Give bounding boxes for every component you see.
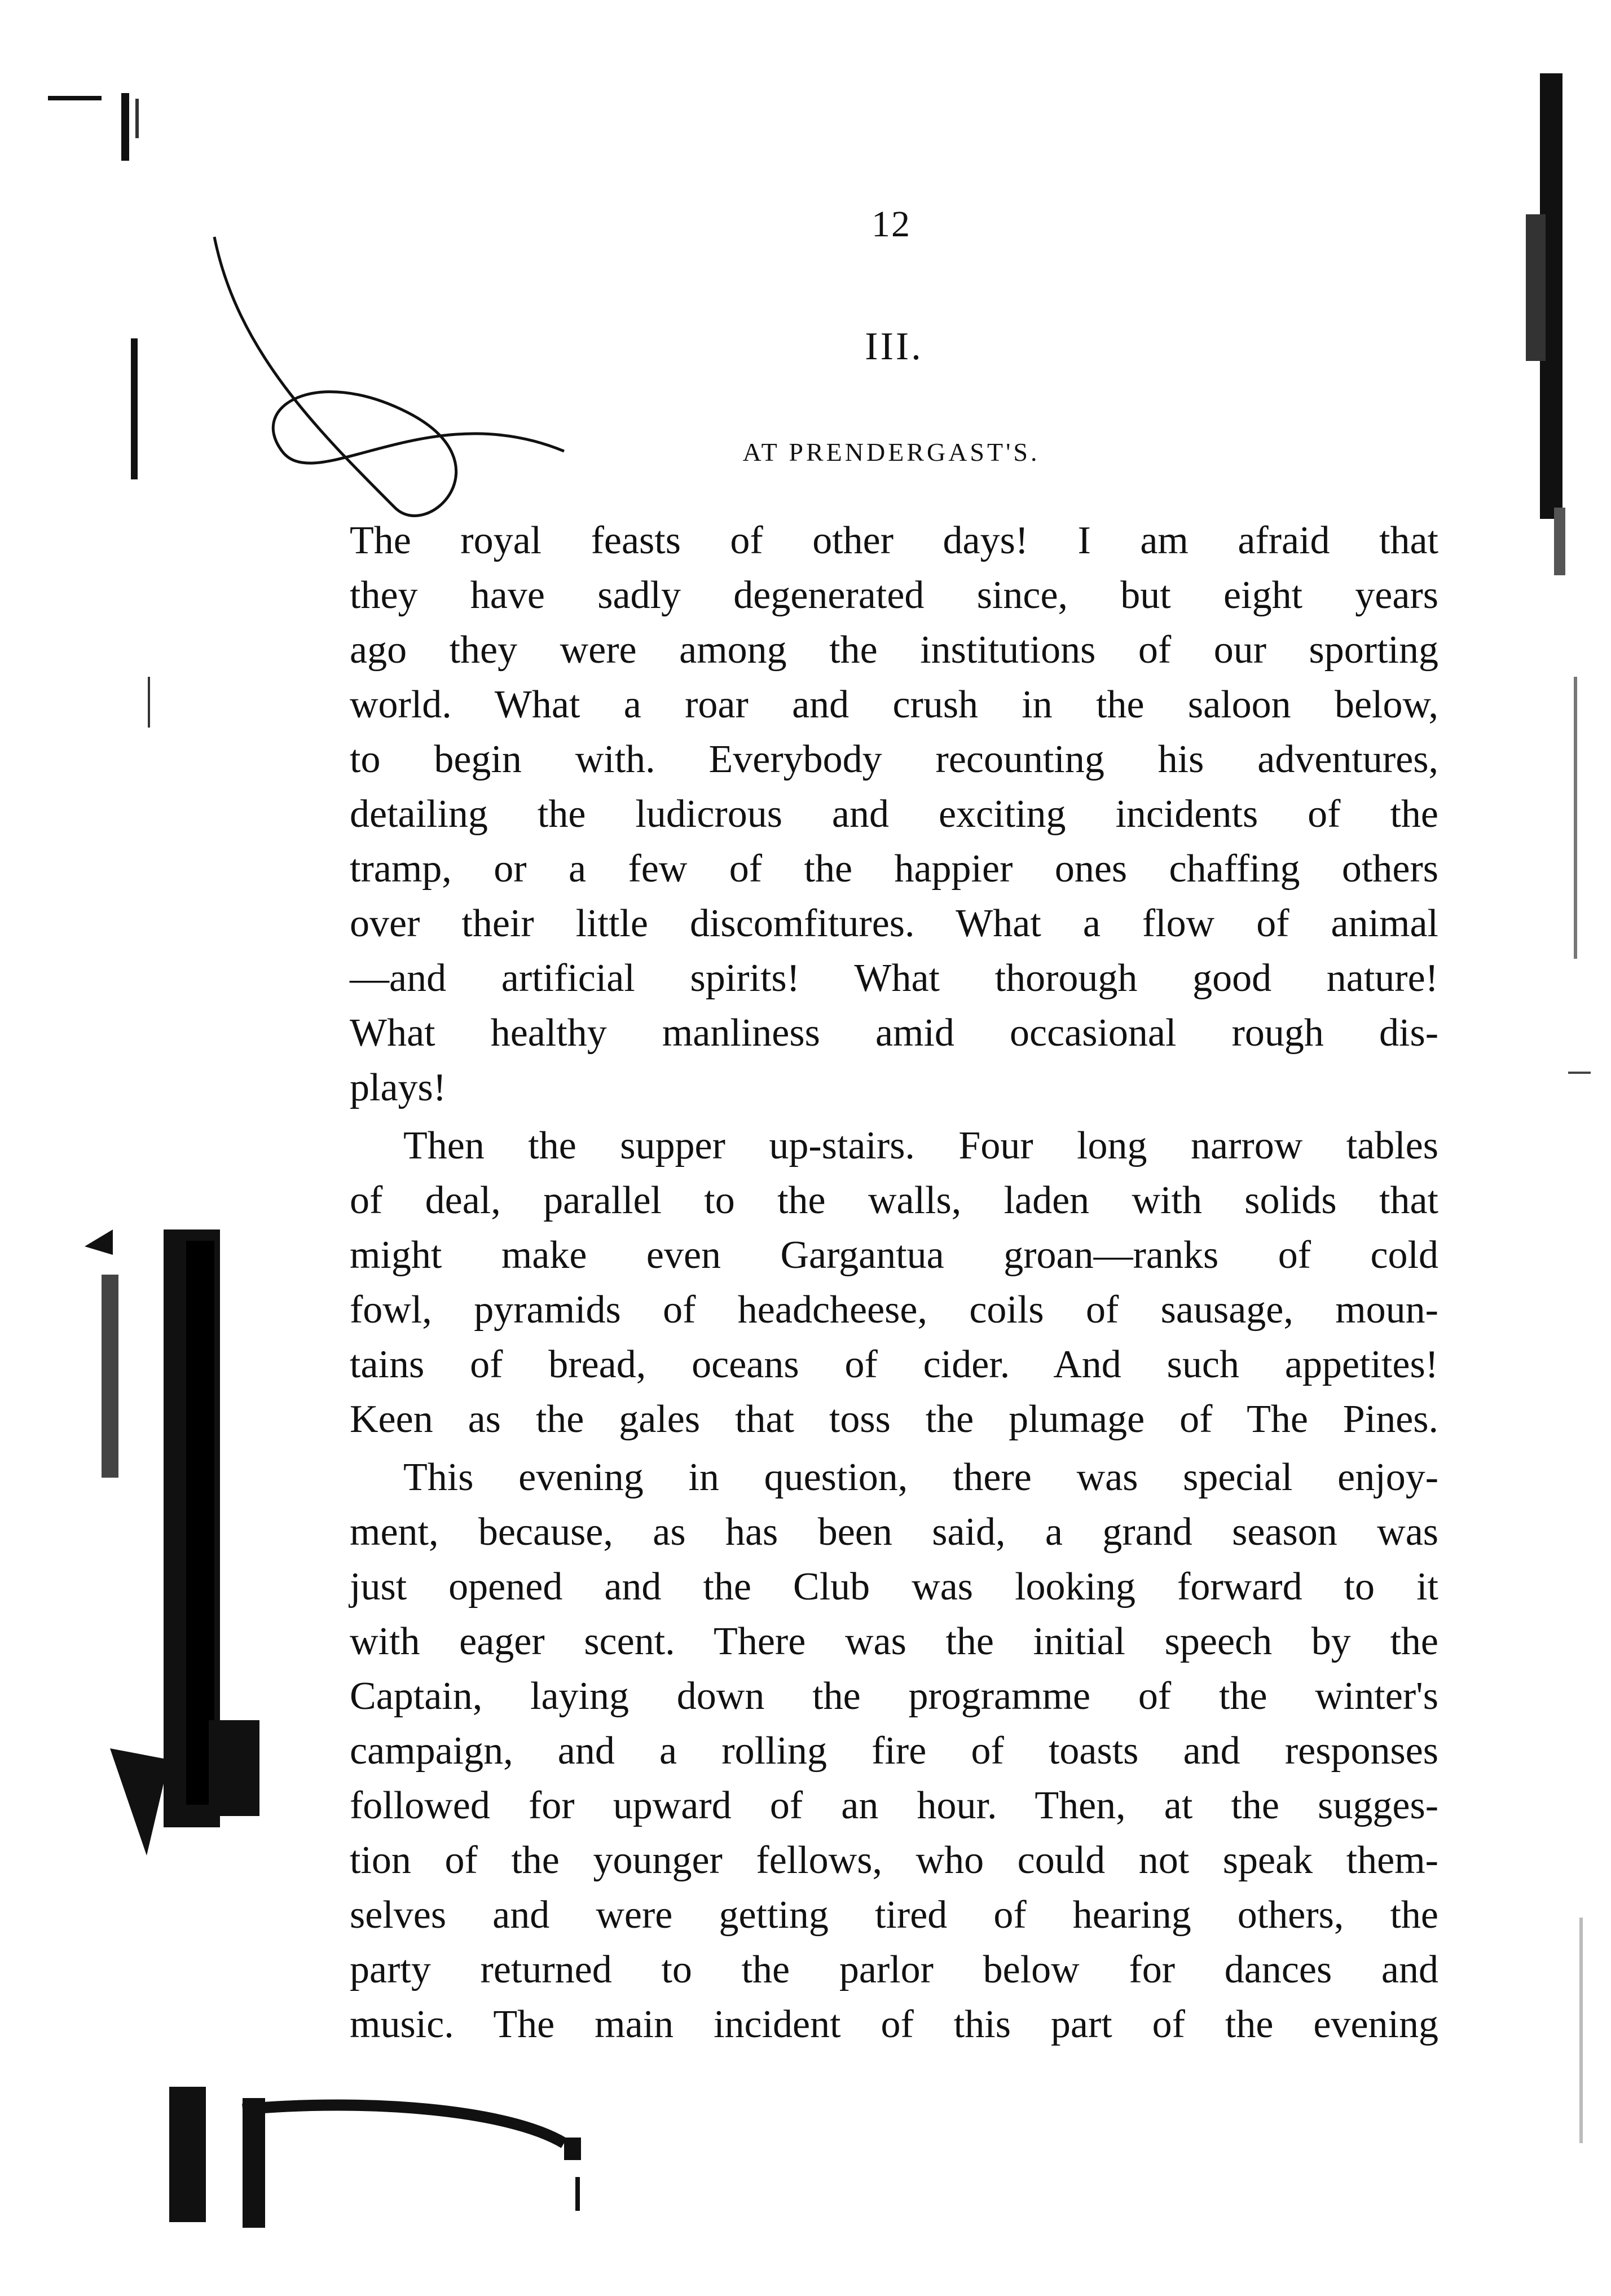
- chapter-numeral: III.: [865, 325, 923, 368]
- edge-smudge: [575, 2177, 580, 2211]
- text-line: party returned to the parlor below for dances and: [350, 1948, 1438, 1991]
- text-line: Keen as the gales that toss the plumage of The Pines.: [350, 1398, 1438, 1441]
- text-line: ment, because, as has been said, a grand season was: [350, 1510, 1438, 1554]
- edge-strip: [1568, 1072, 1591, 1074]
- text-line: Then the supper up-stairs. Four long narrow tables: [403, 1124, 1438, 1167]
- edge-strip: [1540, 73, 1562, 519]
- text-line: tramp, or a few of the happier ones chaffing others: [350, 847, 1438, 891]
- edge-smudge: [186, 1241, 214, 1805]
- margin-mark: [148, 677, 150, 728]
- edge-strip: [1526, 214, 1546, 361]
- paragraph: [350, 1118, 1438, 1447]
- edge-smudge: [110, 1748, 169, 1856]
- margin-mark: [121, 93, 129, 161]
- edge-strip: [1579, 1918, 1583, 2143]
- text-line: over their little discomfitures. What a flow of animal: [350, 902, 1438, 945]
- text-line: campaign, and a rolling fire of toasts and responses: [350, 1729, 1438, 1773]
- text-line: fowl, pyramids of headcheese, coils of sausage, moun-: [350, 1288, 1438, 1332]
- text-line: tion of the younger fellows, who could not speak them-: [350, 1839, 1438, 1882]
- edge-smudge: [85, 1229, 113, 1255]
- text-line: What healthy manliness amid occasional rough dis-: [350, 1011, 1438, 1055]
- text-line: ago they were among the institutions of our sporting: [350, 628, 1438, 672]
- text-line: tains of bread, oceans of cider. And such appetites!: [350, 1343, 1438, 1386]
- text-line: just opened and the Club was looking forward to it: [350, 1565, 1438, 1608]
- body-text: [350, 513, 1438, 2052]
- text-line: followed for upward of an hour. Then, at the sugges-: [350, 1784, 1438, 1827]
- chapter-title: AT PRENDERGAST'S.: [742, 438, 1040, 466]
- text-line: detailing the ludicrous and exciting incidents of the: [350, 792, 1438, 836]
- text-line: of deal, parallel to the walls, laden with solids that: [350, 1179, 1438, 1222]
- paragraph: [350, 513, 1438, 1115]
- margin-mark: [135, 99, 139, 138]
- edge-smudge: [102, 1275, 118, 1478]
- text-line: to begin with. Everybody recounting his adventures,: [350, 738, 1438, 781]
- text-line: selves and were getting tired of hearing others, the: [350, 1893, 1438, 1937]
- edge-smudge: [243, 2105, 564, 2144]
- text-line: —and artificial spirits! What thorough good nature!: [350, 957, 1438, 1000]
- text-line: This evening in question, there was special enjoy-: [403, 1456, 1438, 1499]
- text-line: The royal feasts of other days! I am afraid that: [350, 519, 1438, 562]
- text-line: music. The main incident of this part of the evening: [350, 2003, 1438, 2046]
- text-line: world. What a roar and crush in the saloon below,: [350, 683, 1438, 726]
- text-line: might make even Gargantua groan—ranks of cold: [350, 1233, 1438, 1277]
- edge-smudge: [564, 2138, 581, 2160]
- text-line: Captain, laying down the programme of the winter's: [350, 1674, 1438, 1718]
- edge-strip: [1554, 508, 1565, 575]
- paragraph: [350, 1450, 1438, 2052]
- margin-mark: [48, 96, 102, 100]
- edge-strip: [1574, 677, 1577, 959]
- page-number: 12: [871, 204, 911, 245]
- edge-smudge: [169, 2087, 206, 2222]
- text-line: with eager scent. There was the initial speech by the: [350, 1620, 1438, 1663]
- edge-smudge: [243, 2098, 265, 2228]
- ink-loop: [214, 237, 564, 515]
- edge-smudge: [164, 1229, 220, 1827]
- text-line: plays!: [350, 1066, 447, 1109]
- text-line: they have sadly degenerated since, but eight years: [350, 574, 1438, 617]
- edge-smudge: [209, 1720, 259, 1816]
- margin-mark: [131, 338, 138, 479]
